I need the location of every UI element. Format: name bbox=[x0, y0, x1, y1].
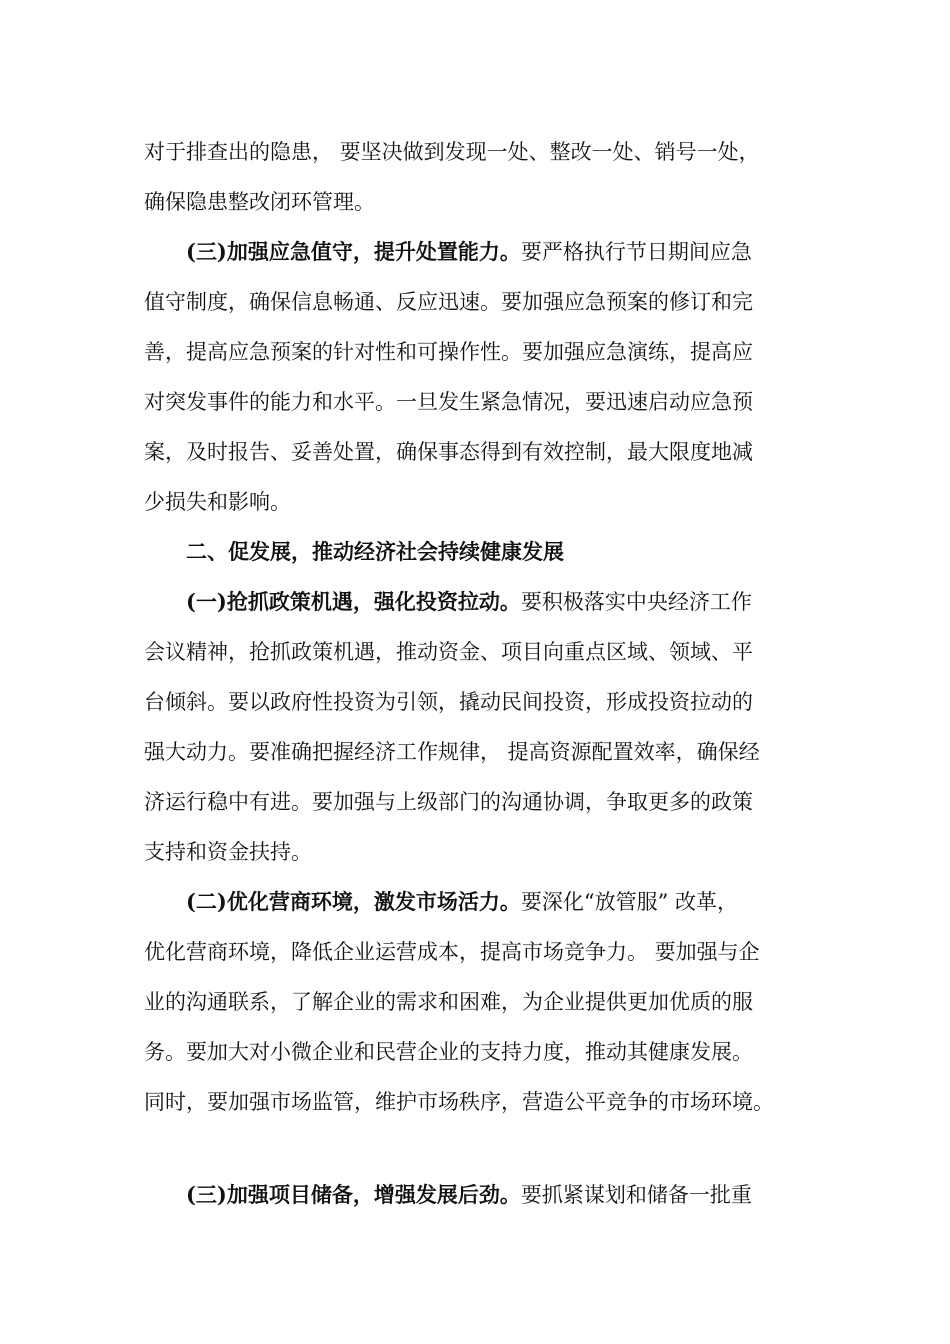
text-segment: 要深化“放管服” 改革， bbox=[520, 890, 739, 914]
text-line: 业的沟通联系，了解企业的需求和困难，为企业提供更加优质的服 bbox=[144, 990, 753, 1014]
paragraph-heading: (三)加强应急值守，提升处置能力。 bbox=[186, 239, 521, 264]
text-line: 务。要加大对小微企业和民营企业的支持力度，推动其健康发展。 bbox=[144, 1040, 753, 1064]
text-line: 济运行稳中有进。要加强与上级部门的沟通协调，争取更多的政策 bbox=[144, 790, 753, 814]
section-title-development bbox=[144, 527, 844, 577]
text-line: 对突发事件的能力和水平。一旦发生紧急情况，要迅速启动应急预 bbox=[144, 390, 753, 414]
first-line bbox=[144, 227, 844, 277]
text-segment: 要抓紧谋划和储备一批重 bbox=[520, 1183, 752, 1207]
paragraph-emergency-duty bbox=[144, 227, 844, 527]
section-title: 二、促发展，推动经济社会持续健康发展 bbox=[186, 539, 564, 564]
text-line: 支持和资金扶持。 bbox=[144, 840, 312, 864]
text-line: 案，及时报告、妥善处置，确保事态得到有效控制，最大限度地减 bbox=[144, 440, 753, 464]
text-line: 强大动力。要准确把握经济工作规律， 提高资源配置效率，确保经 bbox=[144, 740, 760, 764]
first-line bbox=[144, 577, 844, 627]
paragraph-project-reserve bbox=[144, 1170, 844, 1220]
text-line: 台倾斜。要以政府性投资为引领，撬动民间投资，形成投资拉动的 bbox=[144, 690, 753, 714]
text-line: 善，提高应急预案的针对性和可操作性。要加强应急演练，提高应 bbox=[144, 340, 753, 364]
text-line: 同时，要加强市场监管，维护市场秩序，营造公平竞争的市场环境。 bbox=[144, 1090, 774, 1114]
text-segment: 要积极落实中央经济工作 bbox=[520, 590, 752, 614]
paragraph-business-environment bbox=[144, 877, 844, 1127]
paragraph-heading: (三)加强项目储备，增强发展后劲。 bbox=[186, 1182, 521, 1207]
paragraph-hazard-rectification bbox=[144, 127, 844, 227]
text-line: 值守制度，确保信息畅通、反应迅速。要加强应急预案的修订和完 bbox=[144, 290, 753, 314]
first-line bbox=[144, 1170, 844, 1220]
paragraph-heading: (二)优化营商环境，激发市场活力。 bbox=[186, 889, 521, 914]
paragraph-heading: (一)抢抓政策机遇，强化投资拉动。 bbox=[186, 589, 521, 614]
text-line: 会议精神，抢抓政策机遇，推动资金、项目向重点区域、领域、平 bbox=[144, 640, 753, 664]
text-segment: 要严格执行节日期间应急 bbox=[520, 240, 752, 264]
text-line: 优化营商环境，降低企业运营成本，提高市场竞争力。 要加强与企 bbox=[144, 940, 760, 964]
paragraph-investment bbox=[144, 577, 844, 877]
text-line: 对于排查出的隐患， 要坚决做到发现一处、整改一处、销号一处， bbox=[144, 140, 760, 164]
text-line: 确保隐患整改闭环管理。 bbox=[144, 190, 375, 214]
first-line bbox=[144, 877, 844, 927]
text-line: 少损失和影响。 bbox=[144, 490, 291, 514]
